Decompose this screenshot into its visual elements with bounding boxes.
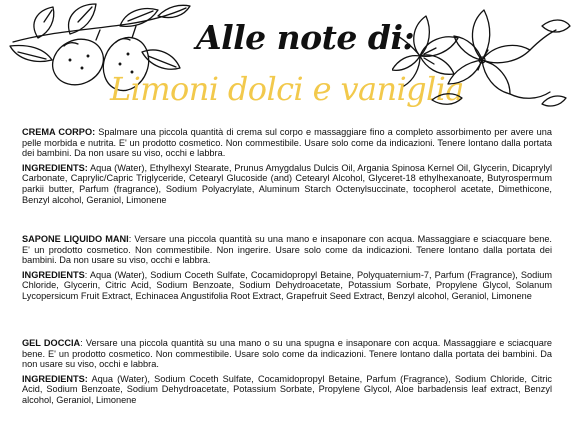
usage-text: : Versare una piccola quantità su una mano o su una spugna e insaponare con acqua. Massaggiare e sciacquare bene. E' un prodotto cosmetico. Non commestibile. Usare solo come da indicazioni. Tenere lontano dalla portata dei bambini. Da non usare su viso, occhi e labbra. [22,338,552,370]
usage-label: GEL DOCCIA [22,338,81,348]
usage-paragraph [22,234,552,266]
ingredients-label: INGREDIENTS [22,269,85,280]
section-crema-corpo [22,127,552,209]
ingredients-text: : Aqua (Water), Sodium Coceth Sulfate, Cocamidopropyl Betaine, Polyquaternium-7, Parfum (Fragrance), Sodium Chloride, Glycerin, Citric Acid, Sodium Benzoate, Sodium Dehydroacetate, Potassium Sorbate, Propylene Glycol, Solanum Lycopersicum Fruit Extract, Echinacea Angustifolia Root Extract, Grapefruit Seed Extract, Benzyl alcohol, Geraniol, Limonene [22,269,552,301]
vanilla-flower-icon [392,4,572,114]
section-gel-doccia [22,338,552,410]
title-line-2: Limoni dolci e vaniglia [110,70,464,108]
ingredients-text: Aqua (Water), Sodium Coceth Sulfate, Cocamidopropyl Betaine, Parfum (Fragrance), Sodium Chloride, Citric Acid, Sodium Benzoate, Sodium Dehydroacetate, Potassium Sorbate, Propylene Glycol, Aloe barbadensis leaf extract, Benzyl alcohol, Geraniol, Limonene [22,373,552,405]
usage-label: CREMA CORPO: [22,127,96,137]
section-sapone-liquido-mani [22,234,552,306]
ingredients-paragraph [22,163,552,205]
usage-paragraph [22,338,552,370]
ingredients-label: INGREDIENTS: [22,162,88,173]
usage-text: Spalmare una piccola quantità di crema sul corpo e massaggiare fino a completo assorbimento per avere una pelle morbida e nutrita. E' un prodotto cosmetico. Non commestibile. Usare solo come da indicazioni. Tenere lontano dalla portata dei bambini. Da non usare su viso, occhi e labbra. [22,127,552,159]
usage-text: : Versare una piccola quantità su una mano e insaponare con acqua. Massaggiare e sciacquare bene. E' un prodotto cosmetico. Non commestibile. Non ingerire. Usare solo come da indicazioni. Tenere lontano dalla portata dei bambini. Da non usare su viso, occhi e labbra. [22,234,552,266]
usage-label: SAPONE LIQUIDO MANI [22,234,129,244]
ingredients-text: Aqua (Water), Ethylhexyl Stearate, Prunus Amygdalus Dulcis Oil, Argania Spinosa Kernel Oil, Glycerin, Dicaprylyl Carbonate, Caprylic/Capric Triglyceride, Cetearyl Glucoside (and) Cetearyl Alcohol, Glyceret-18 ethylhexanoate, Butyrospermum parkii butter, Parfum (fragrance), Sodium Polyacrylate, Aluminum Starch Octenylsuccinate, tocopherol acetate, Dimethicone, Benzyl alcohol, Geraniol, Limonene [22,162,552,205]
label-header [0,0,572,125]
title-line-1: Alle note di: [196,18,415,57]
ingredients-paragraph [22,270,552,302]
ingredients-paragraph [22,374,552,406]
usage-paragraph [22,127,552,159]
ingredients-label: INGREDIENTS: [22,373,88,384]
